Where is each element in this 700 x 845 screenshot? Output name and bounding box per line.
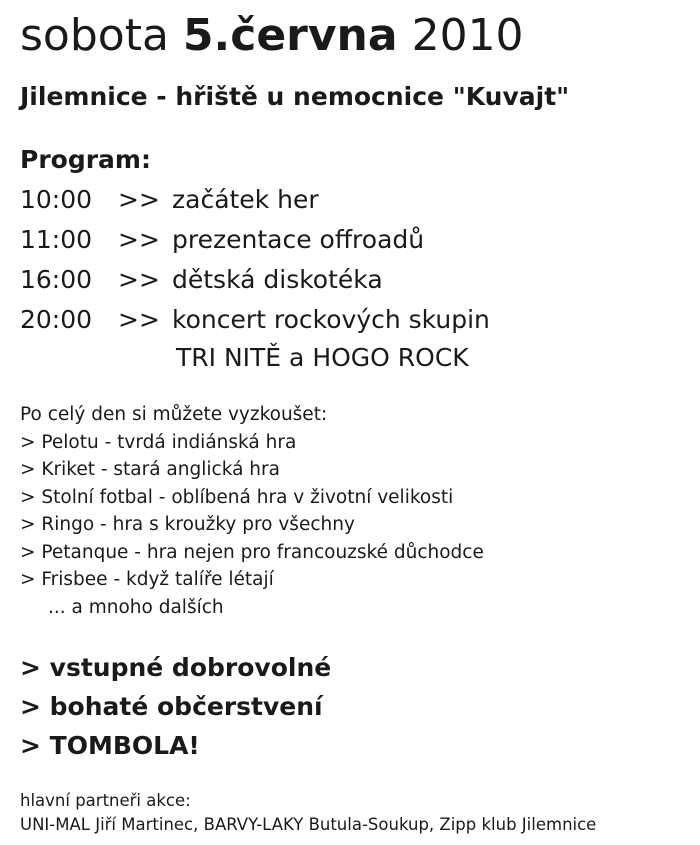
concert-bands: TRI NITĚ a HOGO ROCK (176, 343, 469, 372)
schedule-event: koncert rockových skupin (172, 305, 490, 334)
day-name: sobota (20, 10, 169, 61)
list-item: > Pelotu - tvrdá indiánská hra (20, 431, 297, 453)
event-year: 2010 (411, 10, 524, 61)
program-schedule (20, 180, 490, 372)
games-more: ... a mnoho dalších (48, 596, 224, 618)
schedule-row (20, 260, 490, 300)
games-list (20, 401, 484, 621)
highlight-refreshments: > bohaté občerstvení (20, 692, 323, 721)
schedule-row (20, 300, 490, 340)
list-item: > Ringo - hra s kroužky pro všechny (20, 514, 355, 535)
list-item: > Petanque - hra nejen pro francouzské důchodce (20, 541, 484, 563)
event-date: 5.června (182, 10, 398, 61)
schedule-arrow: >> (118, 305, 160, 334)
partners-label: hlavní partneři akce: (20, 791, 191, 810)
highlight-tombola: > TOMBOLA! (20, 731, 200, 760)
schedule-time: 11:00 (20, 225, 93, 254)
schedule-event: dětská diskotéka (172, 265, 383, 294)
highlights-list (20, 648, 331, 765)
schedule-time: 20:00 (20, 305, 93, 334)
schedule-row (20, 220, 490, 260)
program-heading: Program: (20, 145, 151, 174)
event-date-headline (20, 8, 524, 64)
schedule-arrow: >> (118, 185, 160, 214)
schedule-time: 16:00 (20, 265, 93, 294)
list-item: > Kriket - stará anglická hra (20, 459, 280, 480)
partners-list: UNI-MAL Jiří Martinec, BARVY-LAKY Butula-Soukup, Zipp klub Jilemnice (20, 815, 597, 834)
schedule-row (20, 180, 490, 220)
list-item: > Stolní fotbal - oblíbená hra v životní velikosti (20, 486, 454, 508)
schedule-time: 10:00 (20, 185, 93, 214)
schedule-arrow: >> (118, 225, 160, 254)
venue-line: Jilemnice - hřiště u nemocnice "Kuvajt" (20, 82, 570, 111)
schedule-arrow: >> (118, 265, 160, 294)
partners-section (20, 789, 596, 837)
list-item: > Frisbee - když talíře létají (20, 569, 274, 590)
games-intro: Po celý den si můžete vyzkoušet: (20, 404, 328, 425)
highlight-admission: > vstupné dobrovolné (20, 653, 332, 682)
schedule-event: prezentace offroadů (172, 225, 425, 254)
schedule-event: začátek her (172, 185, 319, 214)
